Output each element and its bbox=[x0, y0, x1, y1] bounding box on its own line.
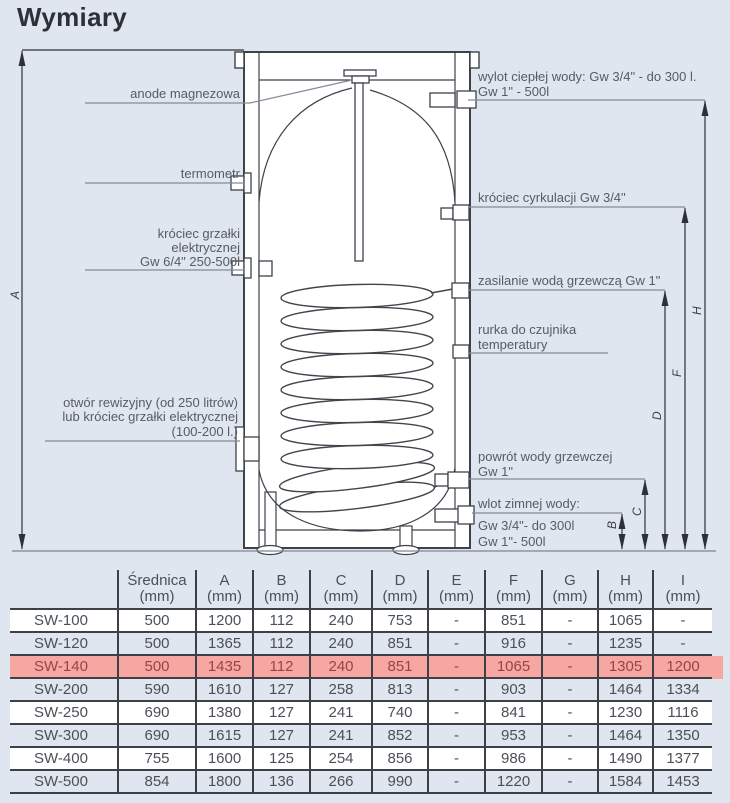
table-cell: 986 bbox=[485, 747, 542, 770]
table-cell: - bbox=[428, 701, 485, 724]
table-cell: 1377 bbox=[653, 747, 712, 770]
table-cell: 1235 bbox=[598, 632, 653, 655]
label-return-1: powrót wody grzewczej bbox=[478, 449, 613, 464]
table-cell: 1200 bbox=[653, 655, 712, 678]
table-cell: - bbox=[428, 632, 485, 655]
table-cell: - bbox=[542, 770, 598, 793]
table-cell: 241 bbox=[310, 724, 372, 747]
table-cell: 1305 bbox=[598, 655, 653, 678]
label-outlet-2: Gw 1" - 500l bbox=[478, 84, 550, 99]
table-cell: - bbox=[653, 609, 712, 632]
label-anode: anode magnezowa bbox=[130, 86, 240, 101]
table-cell: 1065 bbox=[485, 655, 542, 678]
dim-letter-a: A bbox=[8, 290, 22, 299]
column-header: H (mm) bbox=[598, 570, 653, 609]
label-outlet-1: wylot ciepłej wody: Gw 3/4" - do 300 l. bbox=[478, 69, 697, 84]
table-cell: 1435 bbox=[196, 655, 253, 678]
table-row bbox=[10, 609, 712, 632]
table-cell: 755 bbox=[118, 747, 196, 770]
table-row bbox=[10, 701, 712, 724]
table-row bbox=[10, 632, 712, 655]
table-cell: 500 bbox=[118, 655, 196, 678]
heating-supply-port bbox=[452, 283, 469, 298]
table-cell: 241 bbox=[310, 701, 372, 724]
column-header: G (mm) bbox=[542, 570, 598, 609]
table-cell: 813 bbox=[372, 678, 428, 701]
lid-notch-left bbox=[235, 52, 244, 68]
table-cell: - bbox=[542, 701, 598, 724]
label-inspection-2: lub króciec grzałki elektrycznej bbox=[62, 409, 238, 424]
table-cell: 1116 bbox=[653, 701, 712, 724]
lid-notch-right bbox=[470, 52, 479, 68]
table-cell: - bbox=[428, 655, 485, 678]
table-cell: 841 bbox=[485, 701, 542, 724]
page-title: Wymiary bbox=[17, 2, 128, 32]
highlight-row-overhang bbox=[712, 656, 723, 679]
table-row bbox=[10, 747, 712, 770]
table-cell: 1334 bbox=[653, 678, 712, 701]
dim-letter-c: C bbox=[630, 507, 644, 516]
model-name: SW-120 bbox=[10, 632, 118, 655]
table-cell: 690 bbox=[118, 701, 196, 724]
table-cell: 953 bbox=[485, 724, 542, 747]
model-name: SW-100 bbox=[10, 609, 118, 632]
table-cell: 240 bbox=[310, 609, 372, 632]
table-cell: 690 bbox=[118, 724, 196, 747]
table-cell: 1600 bbox=[196, 747, 253, 770]
table-cell: 854 bbox=[118, 770, 196, 793]
table-cell: 1584 bbox=[598, 770, 653, 793]
table-cell: 753 bbox=[372, 609, 428, 632]
table-cell: 125 bbox=[253, 747, 310, 770]
label-supply: zasilanie wodą grzewczą Gw 1" bbox=[478, 273, 661, 288]
dim-letter-d: D bbox=[650, 411, 664, 420]
label-inspection-1: otwór rewizyjny (od 250 litrów) bbox=[63, 395, 238, 410]
model-name: SW-500 bbox=[10, 770, 118, 793]
table-cell: 1453 bbox=[653, 770, 712, 793]
label-heater-2: elektrycznej bbox=[171, 240, 240, 255]
label-inlet-1: wlot zimnej wody: bbox=[478, 496, 580, 511]
table-cell: 1230 bbox=[598, 701, 653, 724]
table-cell: 1490 bbox=[598, 747, 653, 770]
table-cell: 1380 bbox=[196, 701, 253, 724]
table-cell: 851 bbox=[372, 655, 428, 678]
table-cell: - bbox=[542, 632, 598, 655]
column-header: A (mm) bbox=[196, 570, 253, 609]
table-cell: 1610 bbox=[196, 678, 253, 701]
table-cell: 127 bbox=[253, 701, 310, 724]
column-header: C (mm) bbox=[310, 570, 372, 609]
table-row bbox=[10, 724, 712, 747]
label-inlet-3: Gw 1"- 500l bbox=[478, 534, 546, 549]
table-cell: 1350 bbox=[653, 724, 712, 747]
label-sensor-2: temperatury bbox=[478, 337, 548, 352]
table-cell: 500 bbox=[118, 632, 196, 655]
table-cell: 254 bbox=[310, 747, 372, 770]
table-row-highlighted bbox=[10, 655, 712, 678]
label-return-2: Gw 1" bbox=[478, 464, 513, 479]
table-cell: - bbox=[653, 632, 712, 655]
table-header-row bbox=[10, 570, 712, 609]
label-termometr: termometr bbox=[180, 166, 240, 181]
column-header: Średnica (mm) bbox=[118, 570, 196, 609]
dimension-table bbox=[10, 570, 730, 794]
table-cell: 112 bbox=[253, 655, 310, 678]
table-cell: 1464 bbox=[598, 724, 653, 747]
column-header-model bbox=[10, 570, 118, 609]
table-row bbox=[10, 770, 712, 793]
tank-drawing bbox=[231, 52, 479, 555]
label-inlet-2: Gw 3/4"- do 300l bbox=[478, 518, 575, 533]
table-cell: 266 bbox=[310, 770, 372, 793]
table-cell: 852 bbox=[372, 724, 428, 747]
table-cell: - bbox=[542, 609, 598, 632]
table-cell: 916 bbox=[485, 632, 542, 655]
column-header: E (mm) bbox=[428, 570, 485, 609]
table-cell: 127 bbox=[253, 724, 310, 747]
label-inspection-3: (100-200 l.) bbox=[171, 424, 238, 439]
table-cell: 1065 bbox=[598, 609, 653, 632]
table-cell: 856 bbox=[372, 747, 428, 770]
table-cell: 590 bbox=[118, 678, 196, 701]
table-cell: - bbox=[428, 770, 485, 793]
table-cell: - bbox=[428, 609, 485, 632]
table-cell: 1464 bbox=[598, 678, 653, 701]
label-heater-3: Gw 6/4" 250-500l bbox=[139, 254, 240, 269]
model-name: SW-250 bbox=[10, 701, 118, 724]
table-cell: - bbox=[542, 655, 598, 678]
dim-letter-f: F bbox=[670, 369, 684, 377]
table-cell: 258 bbox=[310, 678, 372, 701]
table-cell: - bbox=[428, 747, 485, 770]
model-name: SW-200 bbox=[10, 678, 118, 701]
table-row bbox=[10, 678, 712, 701]
table-cell: 1365 bbox=[196, 632, 253, 655]
label-sensor-1: rurka do czujnika bbox=[478, 322, 577, 337]
label-circulation: króciec cyrkulacji Gw 3/4" bbox=[478, 190, 626, 205]
table-cell: 1800 bbox=[196, 770, 253, 793]
column-header: I (mm) bbox=[653, 570, 712, 609]
column-header: B (mm) bbox=[253, 570, 310, 609]
table-cell: 740 bbox=[372, 701, 428, 724]
table-cell: - bbox=[428, 724, 485, 747]
table-cell: 240 bbox=[310, 655, 372, 678]
table-cell: 500 bbox=[118, 609, 196, 632]
model-name: SW-400 bbox=[10, 747, 118, 770]
table-cell: 112 bbox=[253, 632, 310, 655]
column-header: D (mm) bbox=[372, 570, 428, 609]
table-cell: 127 bbox=[253, 678, 310, 701]
model-name: SW-140 bbox=[10, 655, 118, 678]
cold-water-inlet-port bbox=[435, 506, 474, 524]
table-cell: - bbox=[428, 678, 485, 701]
table-cell: 136 bbox=[253, 770, 310, 793]
table-cell: - bbox=[542, 724, 598, 747]
table-cell: - bbox=[542, 747, 598, 770]
table-cell: - bbox=[542, 678, 598, 701]
dim-letter-b: B bbox=[605, 520, 619, 529]
table-cell: 903 bbox=[485, 678, 542, 701]
table-cell: 851 bbox=[485, 609, 542, 632]
table-cell: 990 bbox=[372, 770, 428, 793]
dim-letter-h: H bbox=[690, 306, 704, 315]
table-cell: 112 bbox=[253, 609, 310, 632]
label-heater-1: króciec grzałki bbox=[157, 226, 240, 241]
table-cell: 1220 bbox=[485, 770, 542, 793]
table-cell: 240 bbox=[310, 632, 372, 655]
table-cell: 1615 bbox=[196, 724, 253, 747]
table-cell: 1200 bbox=[196, 609, 253, 632]
heating-return-port bbox=[435, 472, 469, 488]
model-name: SW-300 bbox=[10, 724, 118, 747]
sensor-tube-port bbox=[453, 345, 469, 358]
column-header: F (mm) bbox=[485, 570, 542, 609]
table-cell: 851 bbox=[372, 632, 428, 655]
